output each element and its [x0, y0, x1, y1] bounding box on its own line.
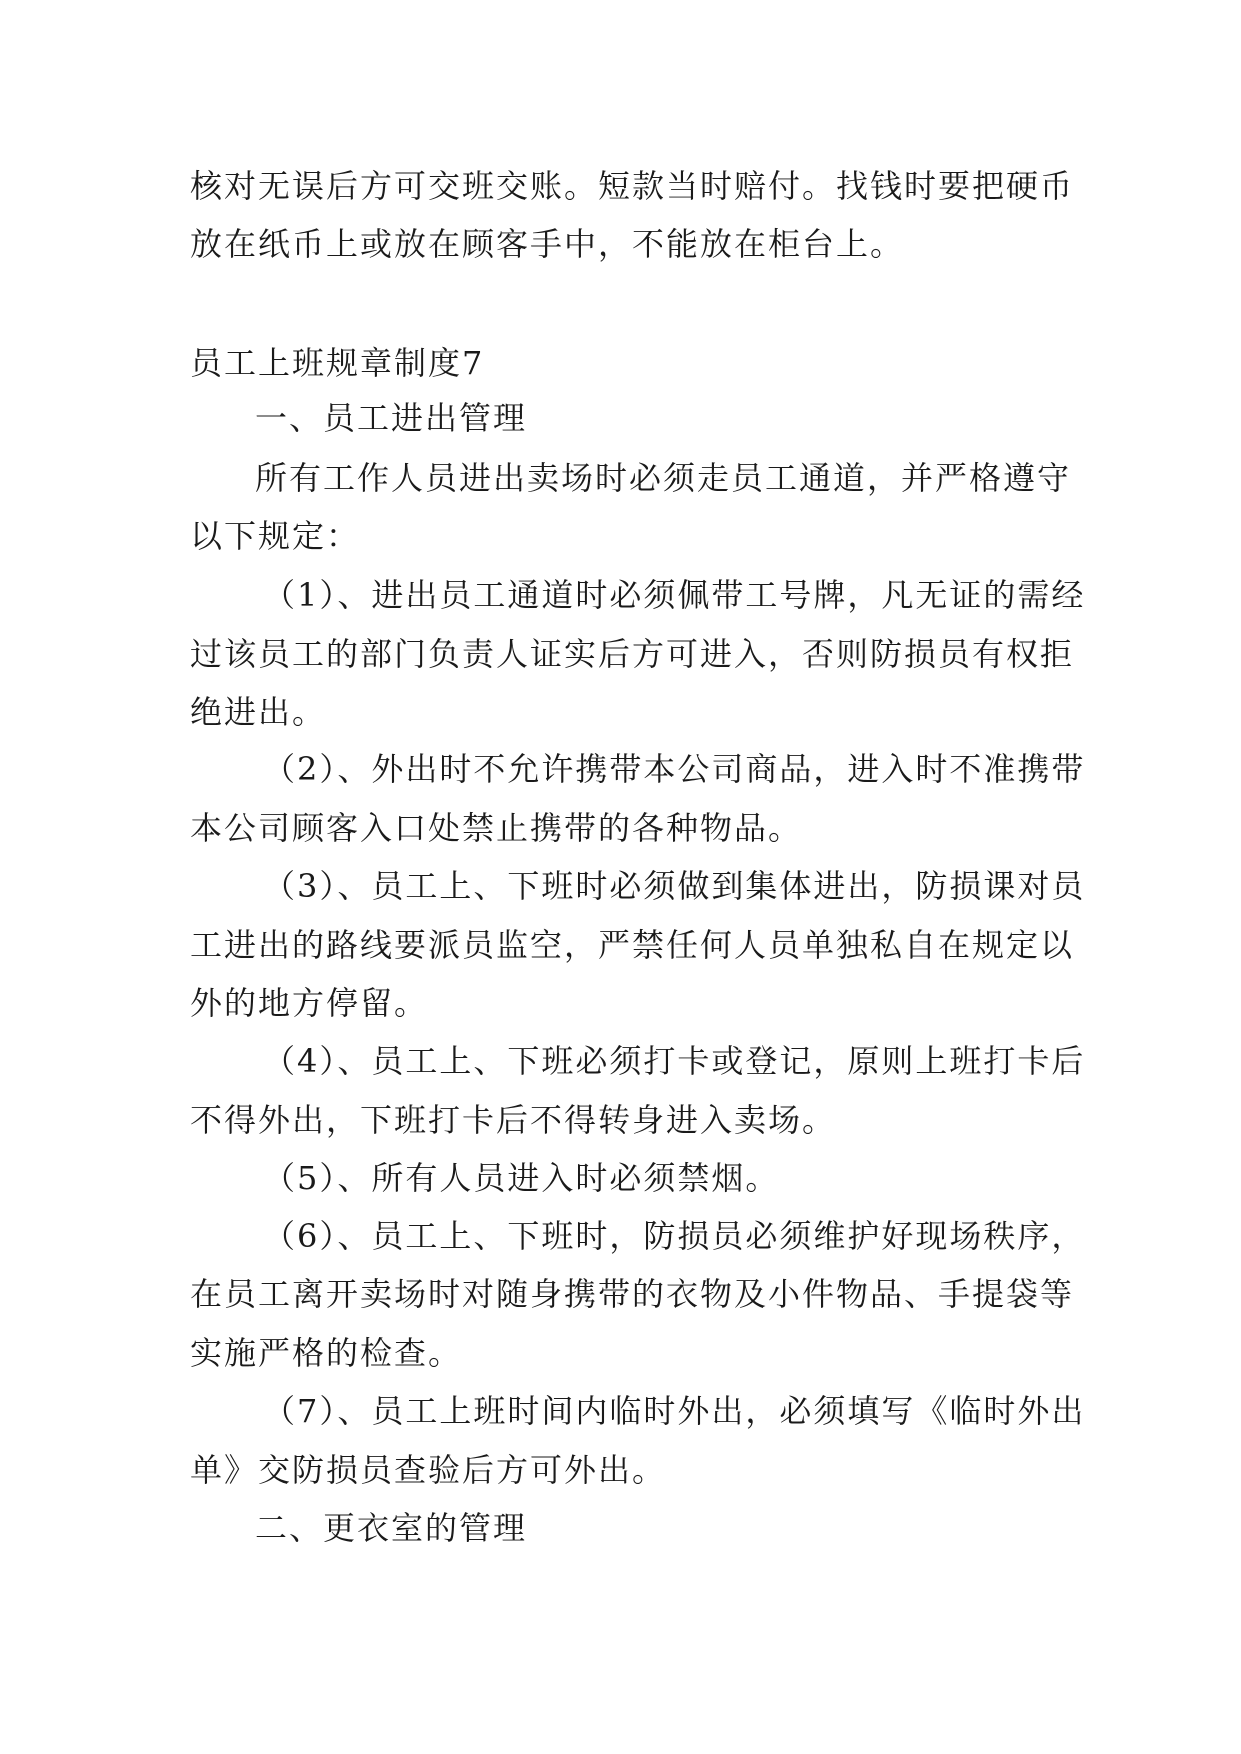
list-item-line: （6）、员工上、下班时，防损员必须维护好现场秩序，	[263, 1217, 1086, 1255]
body-text-line: 核对无误后方可交班交账。短款当时赔付。找钱时要把硬币	[190, 167, 1075, 205]
list-item-line: （2）、外出时不允许携带本公司商品，进入时不准携带	[263, 750, 1086, 788]
list-item-line: 工进出的路线要派员监空，严禁任何人员单独私自在规定以	[190, 926, 1075, 964]
list-item-line: （7）、员工上班时间内临时外出，必须填写《临时外出	[263, 1392, 1086, 1430]
list-item-line: 在员工离开卖场时对随身携带的衣物及小件物品、手提袋等	[190, 1275, 1075, 1313]
list-item-line: 绝进出。	[190, 693, 327, 731]
list-item-line: 过该员工的部门负责人证实后方可进入，否则防损员有权拒	[190, 635, 1075, 673]
section-title: 员工上班规章制度7	[190, 344, 485, 382]
body-text-line: 所有工作人员进出卖场时必须走员工通道，并严格遵守	[255, 459, 1072, 497]
body-text-line: 放在纸币上或放在顾客手中，不能放在柜台上。	[190, 225, 905, 263]
list-item-line: 单》交防损员查验后方可外出。	[190, 1451, 667, 1489]
body-text-line: 以下规定：	[190, 517, 361, 555]
list-item-line: （1）、进出员工通道时必须佩带工号牌，凡无证的需经	[263, 576, 1086, 614]
heading-locker-room: 二、更衣室的管理	[255, 1509, 528, 1547]
list-item-line: 实施严格的检查。	[190, 1334, 463, 1372]
list-item-line: 不得外出，下班打卡后不得转身进入卖场。	[190, 1101, 837, 1139]
list-item-line: （4）、员工上、下班必须打卡或登记，原则上班打卡后	[263, 1042, 1086, 1080]
list-item-line: （3）、员工上、下班时必须做到集体进出，防损课对员	[263, 867, 1086, 905]
list-item-line: 本公司顾客入口处禁止携带的各种物品。	[190, 809, 803, 847]
list-item-line: 外的地方停留。	[190, 984, 429, 1022]
heading-employee-access: 一、员工进出管理	[255, 399, 528, 437]
list-item-line: （5）、所有人员进入时必须禁烟。	[263, 1159, 780, 1197]
